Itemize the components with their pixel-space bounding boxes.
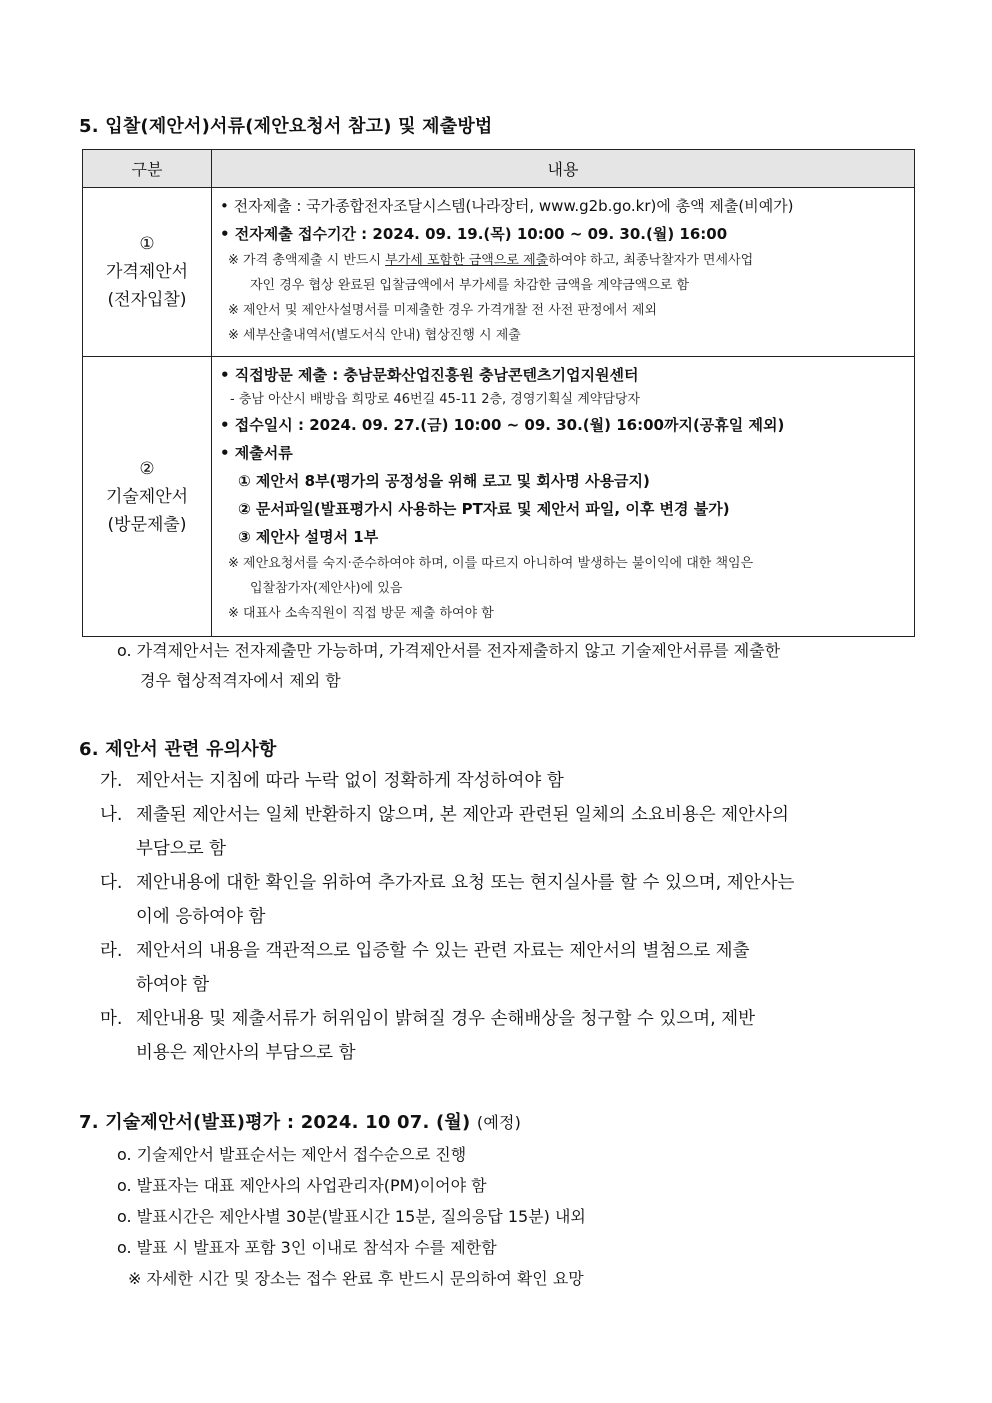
note-visit: ※ 대표사 소속직원이 직접 방문 제출 하여야 함	[228, 606, 494, 621]
row-name: 기술제안서	[105, 486, 189, 507]
list-item: 가. 제안서는 지침에 따라 누락 없이 정확하게 작성하여야 함	[100, 771, 564, 791]
note-responsibility-cont: 입찰참가자(제안사)에 있음	[250, 581, 403, 596]
table-row	[83, 357, 915, 637]
table-header-row	[83, 150, 915, 188]
document-item: ③ 제안사 설명서 1부	[238, 528, 379, 546]
list-item: 다. 제안내용에 대한 확인을 위하여 추가자료 요청 또는 현지실사를 할 수 있으며, 제안사는	[100, 873, 795, 893]
row-method: (전자입찰)	[107, 290, 187, 310]
bullet-submission-period: • 전자제출 접수기간 : 2024. 09. 19.(목) 10:00 ~ 09. 30.(월) 16:00	[220, 225, 728, 243]
after-table-note: o. 가격제안서는 전자제출만 가능하며, 가격제안서를 전자제출하지 않고 기술제안서류를 제출한	[117, 641, 781, 660]
row-number: ①	[139, 234, 155, 254]
list-item: 마. 제안내용 및 제출서류가 허위임이 밝혀질 경우 손해배상을 청구할 수 있으며, 제반	[100, 1009, 756, 1029]
submission-table	[82, 149, 915, 637]
list-item: 나. 제출된 제안서는 일체 반환하지 않으며, 본 제안과 관련된 일체의 소요비용은 제안사의	[100, 805, 789, 825]
document-item: ② 문서파일(발표평가시 사용하는 PT자료 및 제안서 파일, 이후 변경 불가)	[238, 500, 730, 518]
list-item-cont: 이에 응하여야 함	[136, 907, 266, 927]
row-content-price	[212, 188, 915, 357]
list-item-cont: 부담으로 함	[136, 839, 227, 859]
after-table-note-cont: 경우 협상적격자에서 제외 함	[140, 671, 341, 690]
list-item: o. 발표 시 발표자 포함 3인 이내로 참석자 수를 제한함	[117, 1238, 497, 1257]
list-item: o. 발표자는 대표 제안사의 사업관리자(PM)이어야 함	[117, 1176, 487, 1195]
bullet-visit-submission: • 직접방문 제출 : 충남문화산업진흥원 충남콘텐츠기업지원센터	[220, 366, 639, 384]
row-content-technical	[212, 357, 915, 637]
list-item: 라. 제안서의 내용을 객관적으로 입증할 수 있는 관련 자료는 제안서의 별첨으로 제출	[100, 941, 750, 961]
list-item: o. 기술제안서 발표순서는 제안서 접수순으로 진행	[117, 1145, 467, 1164]
bullet-electronic-submission: • 전자제출 : 국가종합전자조달시스템(나라장터, www.g2b.go.kr)에 총액 제출(비예가)	[220, 197, 794, 215]
header-category: 구분	[83, 150, 212, 188]
header-content: 내용	[212, 150, 915, 188]
list-item-cont: 하여야 함	[136, 975, 210, 995]
row-method: (방문제출)	[107, 514, 187, 535]
table-row	[83, 188, 915, 357]
bullet-reception-period: • 접수일시 : 2024. 09. 27.(금) 10:00 ~ 09. 30.(월) 16:00까지(공휴일 제외)	[220, 416, 785, 434]
list-item-cont: 비용은 제안사의 부담으로 함	[136, 1043, 356, 1063]
row-name: 가격제안서	[105, 262, 189, 282]
final-note: ※ 자세한 시간 및 장소는 접수 완료 후 반드시 문의하여 확인 요망	[128, 1269, 584, 1288]
row-number: ②	[139, 458, 155, 479]
section-6-title: 6. 제안서 관련 유의사항	[79, 739, 277, 760]
section-7-title: 7. 기술제안서(발표)평가 : 2024. 10 07. (월) (예정)	[79, 1112, 522, 1133]
address: - 충남 아산시 배방읍 희망로 46번길 45-11 2층, 경영기획실 계약담당자	[230, 392, 640, 407]
note-exclusion: ※ 제안서 및 제안사설명서를 미제출한 경우 가격개찰 전 사전 판정에서 제외	[228, 303, 657, 318]
section-7-note: (예정)	[476, 1113, 522, 1132]
document-item: ① 제안서 8부(평가의 공정성을 위해 로고 및 회사명 사용금지)	[238, 472, 650, 490]
note-responsibility: ※ 제안요청서를 숙지·준수하여야 하며, 이를 따르지 아니하여 발생하는 불이익에 대한 책임은	[228, 556, 754, 571]
note-vat-cont: 자인 경우 협상 완료된 입찰금액에서 부가세를 차감한 금액을 계약금액으로 함	[250, 278, 690, 293]
section-5-title: 5. 입찰(제안서)서류(제안요청서 참고) 및 제출방법	[79, 116, 493, 137]
list-item: o. 발표시간은 제안사별 30분(발표시간 15분, 질의응답 15분) 내외	[117, 1207, 586, 1226]
note-vat: ※ 가격 총액제출 시 반드시 부가세 포함한 금액으로 제출하여야 하고, 최종낙찰자가 면세사업	[228, 253, 754, 268]
row-category-price	[83, 188, 212, 357]
bullet-documents: • 제출서류	[220, 444, 293, 462]
note-detail-breakdown: ※ 세부산출내역서(별도서식 안내) 협상진행 시 제출	[228, 328, 521, 343]
row-category-technical	[83, 357, 212, 637]
